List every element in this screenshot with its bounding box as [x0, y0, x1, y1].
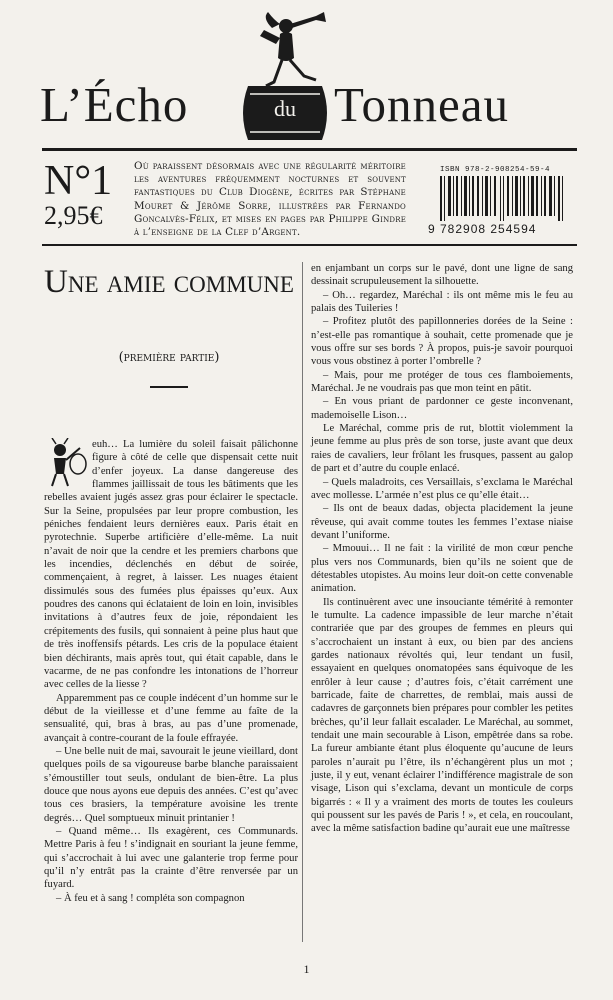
paragraph: – Oh… regardez, Maréchal : ils ont même mis le feu au palais des Tuileries !	[311, 289, 573, 315]
masthead-title-left: L’Écho	[40, 77, 189, 132]
paragraph: – Quand même… Ils exagèrent, ces Communards. Mettre Paris à feu ! s’indignait en souriant la jeune femme, qui s’accrochait à lui avec une galanterie trop ferme pour qu’il n’y entrât pas la crainte d’être renversée par un fuyard.	[44, 825, 298, 891]
paragraph: – En vous priant de pardonner ce geste inconvenant, mademoiselle Lison…	[311, 396, 573, 421]
trumpeter-mascot-icon	[246, 10, 336, 90]
article-title-rule	[150, 386, 188, 388]
barcode-icon	[428, 176, 578, 221]
top-rule	[42, 148, 577, 151]
masthead-bottom-rule	[42, 244, 577, 246]
paragraph: en enjambant un corps sur le pavé, dont une ligne de sang dessinait scrupuleusement la silhouette.	[311, 263, 573, 288]
paragraph: – Profitez plutôt des papillonneries dorées de la Seine : n’est-elle pas romantique à souhait, cette promenade que je vous offre sur ses bords ? À propos, puis-je savoir pourquoi vous vous obstinez à porter l’ombrelle ?	[311, 316, 573, 368]
paragraph: – Mmouui… Il ne fait : la virilité de mon cœur penche plus vers nos Communards, bien qu’ils ne soient que de détestables utopistes. Au moins leur doit-on cette convenable animation.	[311, 543, 573, 595]
page-number: 1	[303, 962, 310, 976]
masthead-title-right: Tonneau	[334, 77, 510, 132]
paragraph: – Mais, pour me protéger de tous ces flamboiements, Maréchal. Je ne voudrais pas que mon teint en pâtit.	[311, 369, 573, 395]
paragraph: – À feu et à sang ! compléta son compagnon	[56, 892, 245, 904]
barcode-digits: 9 782908 254594	[428, 222, 537, 236]
issue-price: 2,95€	[44, 201, 103, 230]
article-column-right	[311, 262, 573, 836]
paragraph: – Ils ont de beaux dadas, objecta placidement la jeune rêveuse, qui avait comme toutes les femmes l’extase niaise devant l’uniforme.	[311, 503, 573, 541]
paragraph: Apparemment pas ce couple indécent d’un homme sur le début de la vieillesse et d’une femme au faîte de la sensualité, qui, bras à bras, au pas d’une promenade, avançait à contre-courant de la foule effrayée.	[44, 692, 298, 744]
paragraph: – Une belle nuit de mai, savourait le jeune vieillard, dont quelques poils de sa vigoureuse barbe blanche paraissaient s’émoustiller tout seuls, ondulant de bien-être. La plus douce que nous ayons eue depuis des années. C’est qu’avec tous ces brasiers, la température avoisine les trente degrés… Quel somptueux minuit printanier !	[44, 745, 298, 824]
article-title: Une amie commune	[44, 264, 294, 300]
article-subtitle: (première partie)	[118, 350, 220, 365]
paragraph: Le Maréchal, comme pris de rut, blottit violemment la jeune femme au plus près de son torse, juste avant que deux raies de cavaliers, leur frôlant les frusques, passent au galop de part et d’autre du couple enlacé.	[311, 423, 573, 475]
article-column-left	[44, 438, 298, 905]
masthead-title-barrel-word: du	[274, 96, 296, 121]
paragraph: – Quels maladroits, ces Versaillais, s’exclama le Maréchal avec mollesse. L’armée n’est plus ce qu’elle était…	[311, 476, 573, 501]
paragraph: Ils continuèrent avec une insouciante témérité à remonter le tumulte. La cadence impassible de leur marche n’était contrariée que par des groupes de femmes en pleurs qui s’accrochaient un instant à eux, ou bien par des anciens gardes nationaux révoltés qui, leur tendant un fusil, essayaient en quelques onomatopées sans équivoque de les enrôler à leur cause ; d’autres fois, c’était carrément une barricade, faite de charrettes, de remblai, mais aussi de cadavres de garçonnets bien prépares pour combler les petites brèches, qu’il leur fallait escalader. Le Maréchal, au sommet, tendait une main secourable à Lison, empêtrée dans sa robe. La fureur ambiante étant plus éloquente qu’aucune de leurs paroles n’aurait pu l’être, ils n’échangèrent plus un mot ; juste, il y eut, venant éclairer l’indifférence magistrale de son visage, Lison qui s’exclama, devant un monticule de corps bigarrés : « Il y a vraiment des morts de toutes les couleurs qui poussent sur les pavés de Paris ! », et cela, en roucoulant, avec la même satisfaction badine qu’aurait eue une maîtresse	[311, 596, 573, 835]
issue-number: N°1	[44, 158, 113, 204]
isbn-label: ISBN 978-2-908254-59-4	[440, 166, 551, 174]
credits-blurb: Où paraissent désormais avec une régularité méritoire les aventures fréquemment nocturnes et souvent fantastiques du Club Diogène, écrites par Stéphane Mouret & Jérôme Sorre, illustrées par Fernando Goncalvès-Félix, et mises en pages par Philippe Gindre à l’enseigne de la Clef d’Argent.	[134, 160, 406, 239]
dropcap-devil-figure-icon	[44, 438, 88, 488]
masthead	[0, 0, 613, 150]
column-divider	[302, 262, 303, 942]
paragraph: euh… La lumière du soleil faisait pâlichonne figure à côté de celle que dispensait cette nuit d’enfer joyeux. La danse dangereuse des flammes jaillissait de tous les bâtiments que les rebelles avaient jugés assez gras pour éclairer le spectacle. Sur la Seine, propulsées par leur propre combustion, les péniches fendaient leurs dernières eaux. Paris était en pyrotechnie. Superbe artificière d’elle-même. La nuit n’avait de noir que la cendre et les premiers charbons que les incendies, déclenchés en début de soirée, commençaient, à regret, à laisser. Les nuages étaient dissimulés sous des fumées plus épaisses qu’eux. Aux poudres des canons qui éclataient de loin en loin, invisibles invitations à d’autres feux de joie, répondaient les crépitements des fusils, qui sonnaient à peine plus haut que de très inoffensifs pétards. Les cris de la populace étaient bien déchirants, mais après tout, qui était capable, dans le vacarme, de ne pas confondre les intonations de l’horreur avec celles de la liesse ?	[44, 439, 298, 691]
